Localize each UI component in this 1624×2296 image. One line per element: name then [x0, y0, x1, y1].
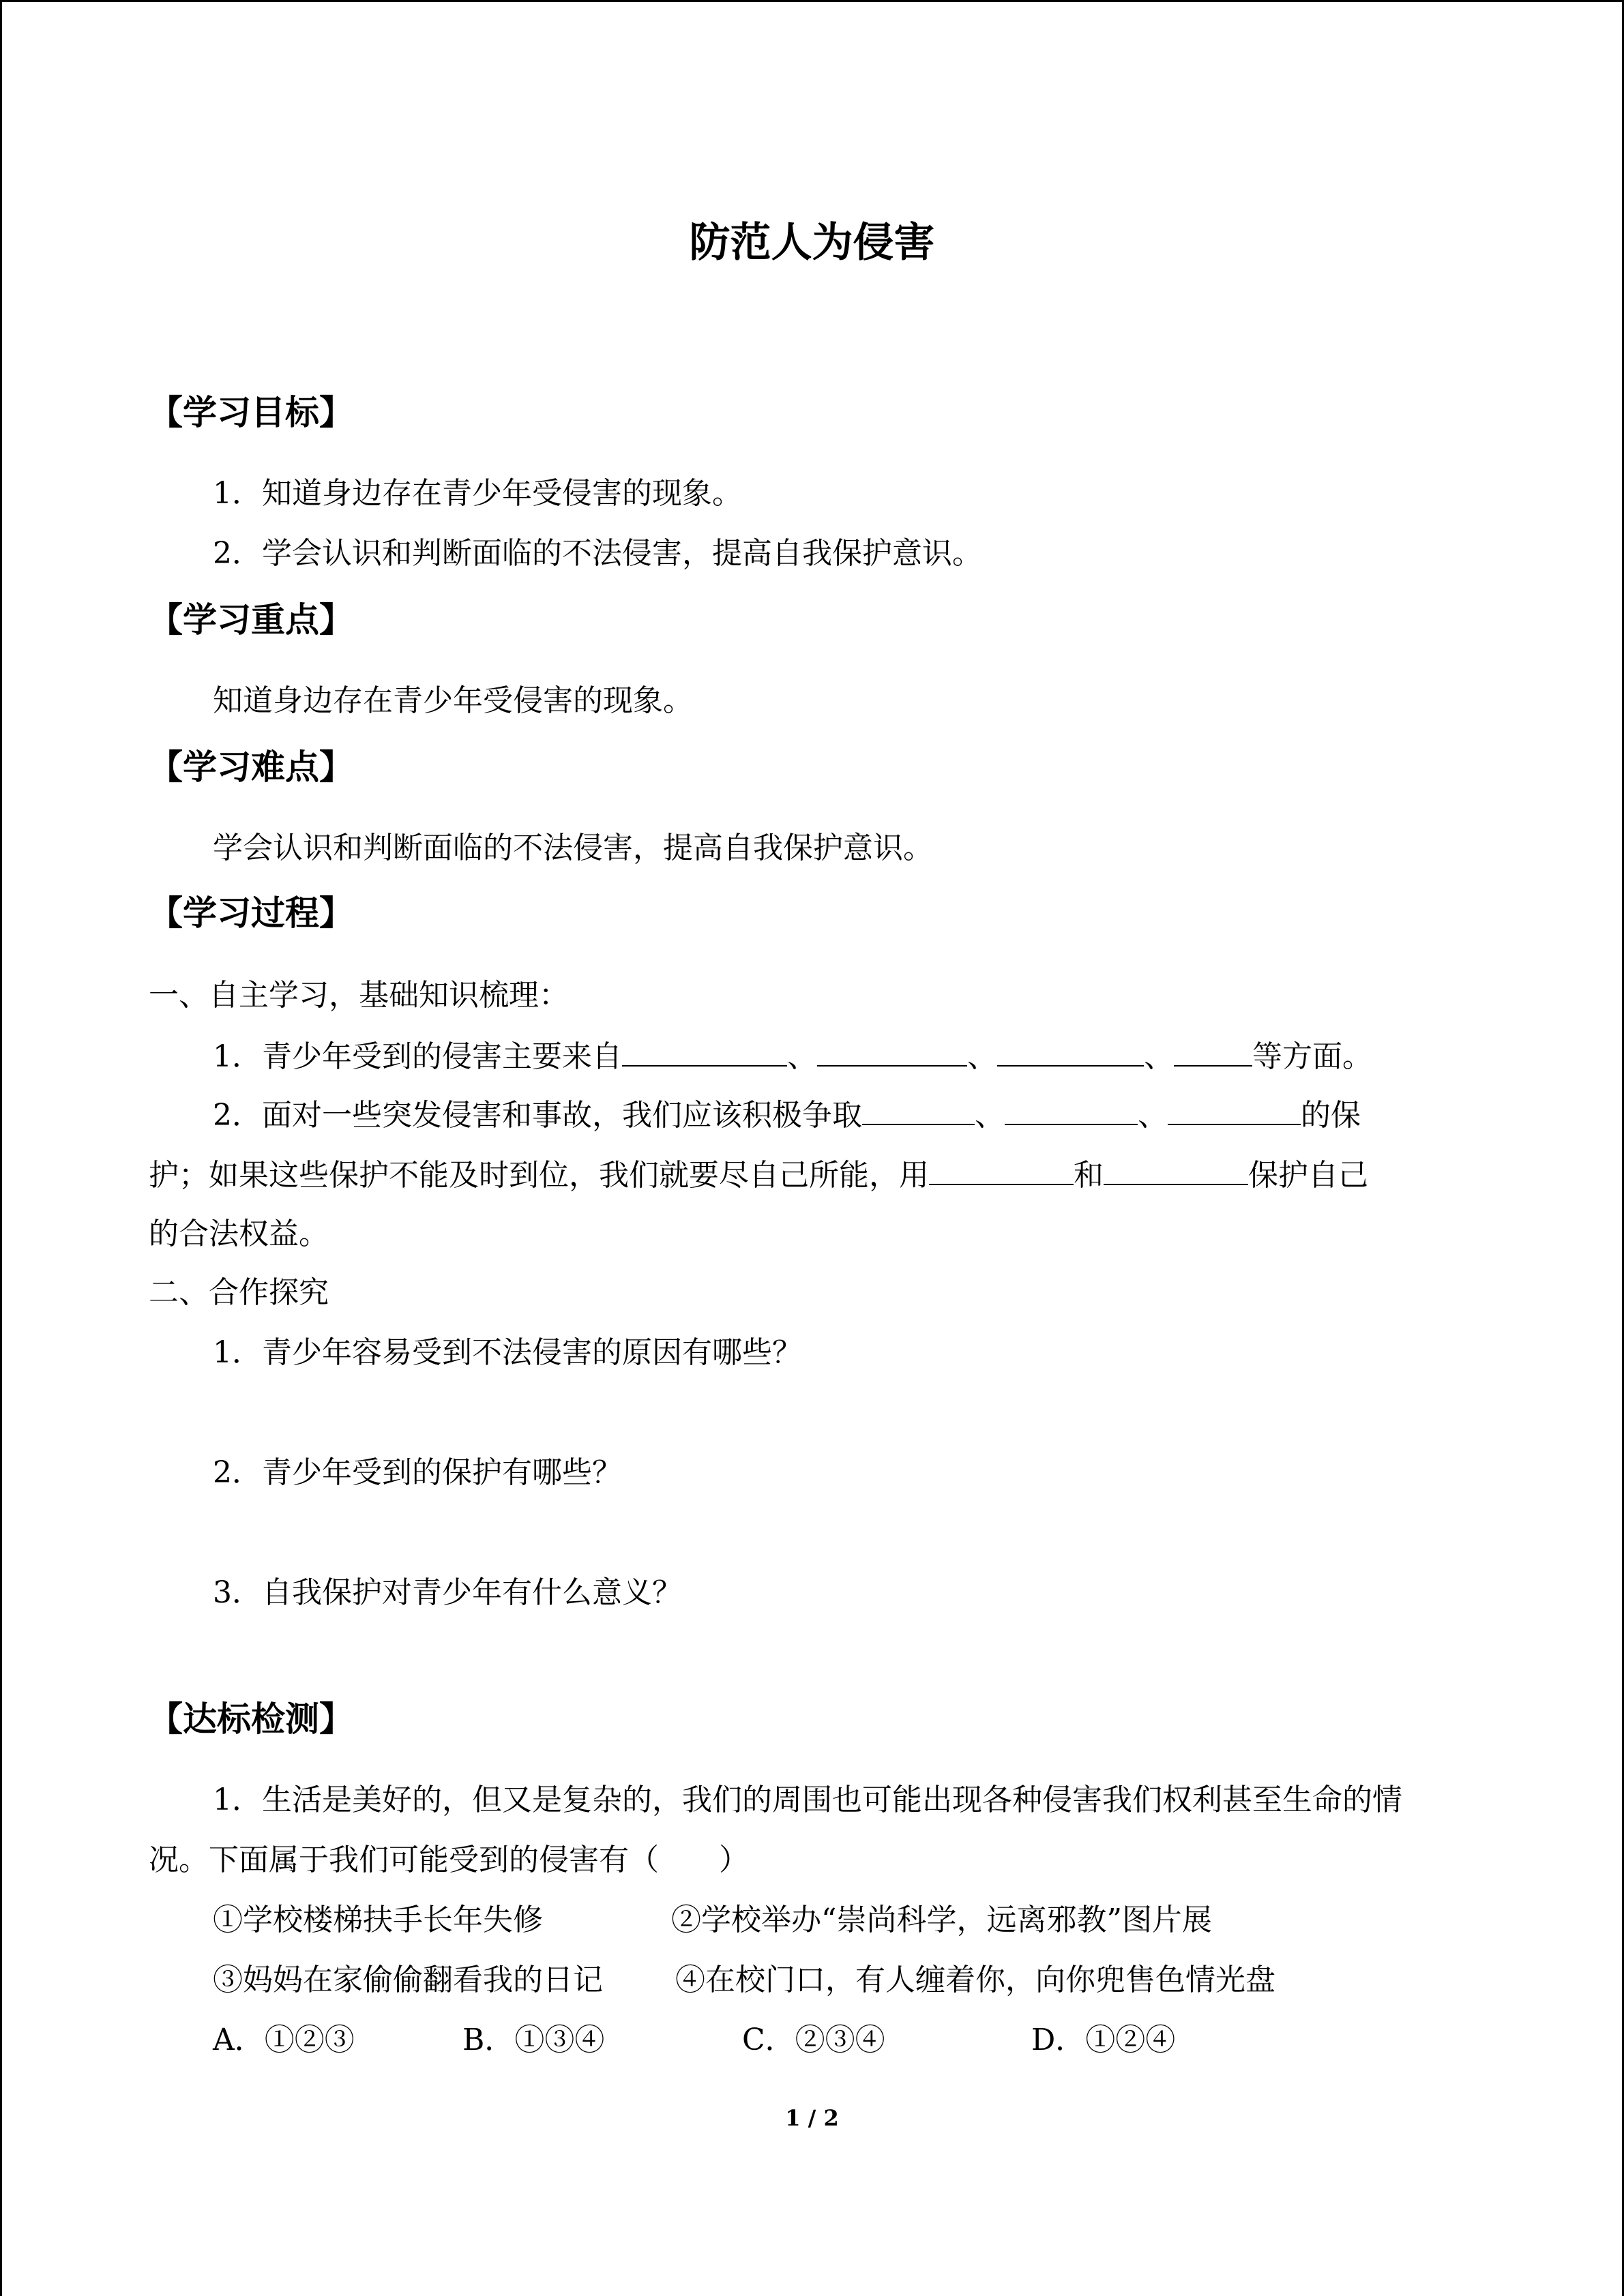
test-q1-line-2: 况。下面属于我们可能受到的侵害有（ ）: [149, 1843, 749, 1877]
separator: 、: [975, 1098, 1005, 1133]
section-heading-goals: 【学习目标】: [149, 392, 353, 432]
discussion-question-2: 2．青少年受到的保护有哪些？: [213, 1455, 622, 1490]
option-2: ②学校举办“崇尚科学，远离邪教”图片展: [671, 1903, 1212, 1937]
answer-blank[interactable]: [1005, 1094, 1138, 1125]
page-number: 1 / 2: [785, 2105, 839, 2131]
section-heading-test: 【达标检测】: [149, 1699, 353, 1739]
q2-line2-and: 和: [1074, 1158, 1104, 1193]
discussion-question-3: 3．自我保护对青少年有什么意义？: [213, 1575, 682, 1610]
separator: 、: [1144, 1039, 1174, 1074]
answer-blank[interactable]: [1174, 1035, 1252, 1067]
discussion-question-1: 1．青少年容易受到不法侵害的原因有哪些？: [213, 1335, 802, 1370]
option-4: ④在校门口，有人缠着你，向你兜售色情光盘: [675, 1963, 1275, 1997]
answer-blank[interactable]: [1168, 1094, 1301, 1125]
focus-text: 知道身边存在青少年受侵害的现象。: [213, 683, 693, 718]
part1-title: 一、自主学习，基础知识梳理：: [149, 978, 569, 1013]
separator: 、: [1138, 1098, 1168, 1133]
option-1: ①学校楼梯扶手长年失修: [213, 1903, 543, 1937]
document-title: 防范人为侵害: [689, 219, 935, 267]
fill-question-2-line-1: [213, 1094, 1361, 1136]
separator: 、: [967, 1039, 997, 1074]
answer-blank[interactable]: [997, 1035, 1144, 1067]
fill-question-2-line-3: 的合法权益。: [149, 1217, 329, 1251]
goal-item-1: 1．知道身边存在青少年受侵害的现象。: [213, 476, 742, 511]
q2-mid: 的保: [1301, 1098, 1361, 1133]
q2-prefix: 2．面对一些突发侵害和事故，我们应该积极争取: [213, 1098, 862, 1133]
choice-d[interactable]: D．①②④: [1031, 2023, 1176, 2057]
q2-line2-b: 保护自己: [1248, 1158, 1368, 1193]
choice-b[interactable]: B．①③④: [462, 2023, 605, 2057]
part2-title: 二、合作探究: [149, 1275, 329, 1310]
goal-item-2: 2．学会认识和判断面临的不法侵害，提高自我保护意识。: [213, 536, 982, 571]
section-heading-focus: 【学习重点】: [149, 599, 353, 640]
fill-question-2-line-2: [149, 1154, 1368, 1196]
section-heading-difficulty: 【学习难点】: [149, 747, 353, 787]
fill-question-1: [213, 1035, 1372, 1077]
difficulty-text: 学会认识和判断面临的不法侵害，提高自我保护意识。: [213, 831, 933, 865]
answer-blank[interactable]: [622, 1035, 787, 1067]
answer-blank[interactable]: [862, 1094, 975, 1125]
q1-prefix: 1．青少年受到的侵害主要来自: [213, 1039, 622, 1074]
answer-blank[interactable]: [929, 1154, 1074, 1185]
separator: 、: [787, 1039, 817, 1074]
answer-blank[interactable]: [817, 1035, 967, 1067]
answer-blank[interactable]: [1104, 1154, 1248, 1185]
option-3: ③妈妈在家偷偷翻看我的日记: [213, 1963, 603, 1997]
choice-c[interactable]: C．②③④: [742, 2023, 885, 2057]
section-heading-process: 【学习过程】: [149, 893, 353, 933]
q1-suffix: 等方面。: [1252, 1039, 1372, 1074]
choice-a[interactable]: A．①②③: [213, 2023, 355, 2057]
test-q1-line-1: 1．生活是美好的，但又是复杂的，我们的周围也可能出现各种侵害我们权利甚至生命的情: [213, 1783, 1402, 1817]
q2-line2-a: 护；如果这些保护不能及时到位，我们就要尽自己所能，用: [149, 1158, 929, 1193]
